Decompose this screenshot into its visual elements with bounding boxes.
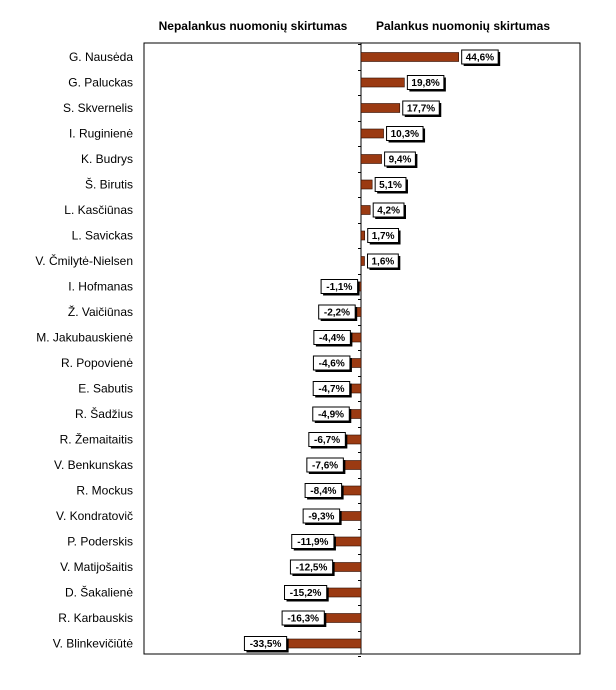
value-label: -15,2% bbox=[289, 588, 322, 599]
value-label: -6,7% bbox=[314, 435, 341, 446]
value-label: -4,9% bbox=[317, 409, 345, 421]
category-label: L. Savickas bbox=[71, 228, 133, 243]
value-label: -33,5% bbox=[249, 639, 282, 650]
category-label: E. Sabutis bbox=[78, 381, 133, 396]
bar bbox=[350, 410, 361, 419]
value-label: 1,7% bbox=[371, 231, 395, 242]
category-label: V. Kondratovič bbox=[56, 509, 133, 523]
category-label: G. Nausėda bbox=[68, 50, 133, 64]
category-label: R. Mockus bbox=[76, 483, 133, 498]
bar bbox=[344, 461, 361, 470]
category-label: M. Jakubauskienė bbox=[36, 330, 133, 345]
header-positive: Palankus nuomonių skirtumas bbox=[375, 19, 551, 33]
category-label: Ž. Vaičiūnas bbox=[67, 305, 133, 319]
value-label: -7,6% bbox=[312, 460, 339, 472]
bar bbox=[325, 614, 361, 623]
value-label: 1,6% bbox=[371, 256, 395, 268]
value-label: 5,1% bbox=[379, 180, 402, 191]
category-label: D. Šakalienė bbox=[64, 585, 133, 600]
category-label: G. Paluckas bbox=[68, 75, 133, 90]
bar bbox=[335, 537, 361, 546]
value-label: -11,9% bbox=[297, 537, 329, 548]
value-label: -4,7% bbox=[318, 384, 345, 395]
value-label: -4,6% bbox=[318, 358, 345, 370]
value-label: 17,7% bbox=[406, 103, 436, 115]
bar bbox=[328, 588, 361, 597]
value-label: -4,4% bbox=[319, 333, 346, 344]
category-label: R. Karbauskis bbox=[58, 611, 133, 625]
bar bbox=[361, 231, 365, 240]
bar bbox=[361, 257, 365, 266]
bar bbox=[288, 639, 361, 648]
value-label: -8,4% bbox=[310, 486, 337, 497]
bar bbox=[361, 104, 400, 113]
value-label: 10,3% bbox=[390, 129, 419, 140]
bar bbox=[361, 155, 382, 164]
bars bbox=[288, 53, 459, 649]
category-label: Š. Birutis bbox=[84, 177, 133, 192]
bar bbox=[341, 512, 361, 521]
value-label: 19,8% bbox=[411, 78, 440, 89]
category-label: V. Blinkevičiūtė bbox=[52, 636, 133, 651]
category-label: L. Kasčiūnas bbox=[64, 203, 133, 217]
value-label: 4,2% bbox=[377, 205, 400, 217]
value-label: 9,4% bbox=[388, 154, 412, 166]
bar bbox=[361, 78, 404, 87]
bar bbox=[351, 333, 361, 342]
category-labels bbox=[35, 50, 133, 651]
bar bbox=[334, 563, 361, 572]
value-label: -9,3% bbox=[308, 511, 335, 523]
category-label: I. Ruginienė bbox=[68, 126, 133, 141]
bar bbox=[361, 129, 384, 138]
value-label: -1,1% bbox=[326, 282, 353, 293]
bar bbox=[343, 486, 361, 495]
bar bbox=[346, 435, 361, 444]
bar bbox=[351, 359, 361, 368]
bar bbox=[351, 384, 361, 393]
value-label: 44,6% bbox=[465, 52, 495, 64]
value-label: -16,3% bbox=[287, 613, 320, 625]
category-label: I. Hofmanas bbox=[68, 279, 133, 294]
category-label: R. Žemaitaitis bbox=[59, 432, 133, 447]
bar bbox=[361, 180, 372, 189]
category-label: V. Čmilytė-Nielsen bbox=[35, 254, 133, 268]
bar bbox=[361, 206, 370, 215]
value-label: -2,2% bbox=[323, 307, 350, 319]
category-label: V. Benkunskas bbox=[54, 458, 133, 472]
category-label: S. Skvernelis bbox=[62, 101, 133, 115]
category-label: V. Matijošaitis bbox=[60, 560, 133, 574]
category-label: P. Poderskis bbox=[67, 534, 133, 549]
bar bbox=[361, 53, 459, 62]
category-label: R. Šadžius bbox=[74, 407, 133, 421]
value-label: -12,5% bbox=[295, 562, 328, 574]
category-label: K. Budrys bbox=[80, 152, 133, 166]
category-label: R. Popovienė bbox=[60, 356, 133, 370]
header-negative: Nepalankus nuomonių skirtumas bbox=[158, 19, 348, 33]
value-labels bbox=[244, 50, 500, 653]
